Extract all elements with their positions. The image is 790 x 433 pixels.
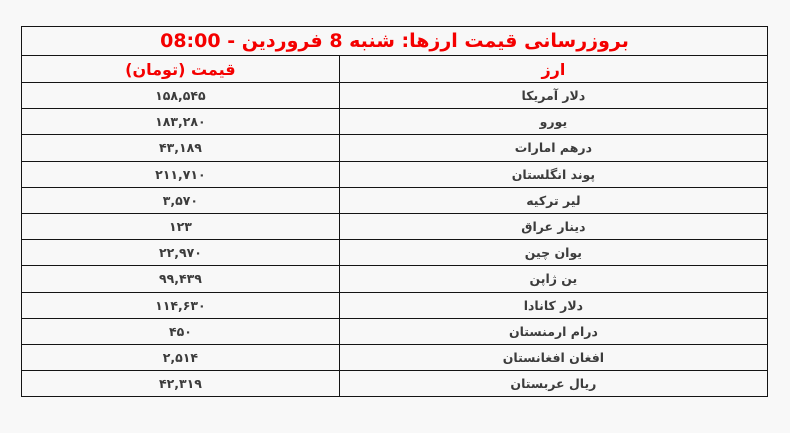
header-row	[22, 56, 768, 83]
currency-price: ۴۵۰	[22, 318, 340, 344]
currency-column-header: ارز	[339, 56, 767, 83]
currency-name: ریال عربستان	[339, 371, 767, 397]
currency-price: ۱۲۳	[22, 213, 340, 239]
currency-price: ۳,۵۷۰	[22, 187, 340, 213]
currency-price: ۱۸۳,۲۸۰	[22, 109, 340, 135]
currency-name: لیر ترکیه	[339, 187, 767, 213]
currency-price: ۴۳,۱۸۹	[22, 135, 340, 161]
currency-name: دلار کانادا	[339, 292, 767, 318]
table-row	[22, 135, 768, 161]
table-title: بروزرسانی قیمت ارزها: شنبه 8 فروردین - 08:00	[22, 27, 768, 56]
currency-price: ۱۵۸,۵۴۵	[22, 83, 340, 109]
title-row	[22, 27, 768, 56]
table-row	[22, 83, 768, 109]
currency-price: ۲۱۱,۷۱۰	[22, 161, 340, 187]
currency-name: افغان افغانستان	[339, 344, 767, 370]
currency-name: یوان چین	[339, 240, 767, 266]
currency-price: ۲,۵۱۴	[22, 344, 340, 370]
table-row	[22, 318, 768, 344]
currency-price: ۱۱۴,۶۳۰	[22, 292, 340, 318]
currency-price: ۴۲,۳۱۹	[22, 371, 340, 397]
table-row	[22, 109, 768, 135]
table-row	[22, 292, 768, 318]
currency-price-table	[21, 26, 768, 397]
currency-name: یورو	[339, 109, 767, 135]
currency-name: درام ارمنستان	[339, 318, 767, 344]
currency-name: دینار عراق	[339, 213, 767, 239]
currency-price: ۹۹,۴۳۹	[22, 266, 340, 292]
currency-name: دلار آمریکا	[339, 83, 767, 109]
table-row	[22, 371, 768, 397]
price-column-header: قیمت (تومان)	[22, 56, 340, 83]
currency-name: پوند انگلستان	[339, 161, 767, 187]
table-row	[22, 344, 768, 370]
table-row	[22, 213, 768, 239]
table-row	[22, 161, 768, 187]
table-row	[22, 240, 768, 266]
currency-name: درهم امارات	[339, 135, 767, 161]
table-row	[22, 266, 768, 292]
currency-price: ۲۲,۹۷۰	[22, 240, 340, 266]
currency-name: ین ژاپن	[339, 266, 767, 292]
table-body	[22, 83, 768, 397]
table-row	[22, 187, 768, 213]
